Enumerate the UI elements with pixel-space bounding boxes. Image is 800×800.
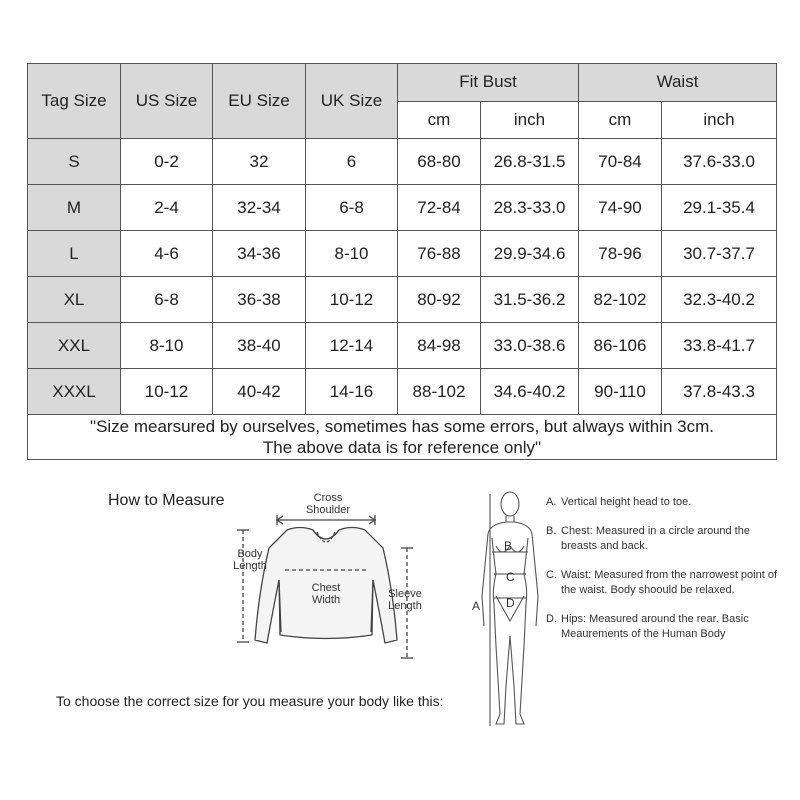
uk-size-cell: 6-8 <box>306 185 398 231</box>
bust-cm-cell: 80-92 <box>398 277 481 323</box>
step-d: D. Hips: Measured around the rear. Basic Meaurements of the Human Body <box>546 613 749 640</box>
waist-inch-cell: 37.6-33.0 <box>662 139 777 185</box>
header-fit-bust: Fit Bust <box>398 64 579 102</box>
waist-cm-cell: 86-106 <box>579 323 662 369</box>
bust-inch-cell: 31.5-36.2 <box>481 277 579 323</box>
bust-cm-cell: 76-88 <box>398 231 481 277</box>
bust-inch-cell: 26.8-31.5 <box>481 139 579 185</box>
bust-cm-cell: 68-80 <box>398 139 481 185</box>
bust-inch-cell: 34.6-40.2 <box>481 369 579 415</box>
tag-size-cell: L <box>28 231 121 277</box>
us-size-cell: 2-4 <box>121 185 213 231</box>
waist-inch-cell: 37.8-43.3 <box>662 369 777 415</box>
header-waist-cm: cm <box>579 101 662 139</box>
table-row <box>28 369 777 415</box>
us-size-cell: 10-12 <box>121 369 213 415</box>
size-chart-table <box>27 63 777 460</box>
bust-inch-cell: 33.0-38.6 <box>481 323 579 369</box>
header-bust-cm: cm <box>398 101 481 139</box>
body-label-b: B <box>504 539 513 553</box>
eu-size-cell: 36-38 <box>213 277 306 323</box>
header-bust-inch: inch <box>481 101 579 139</box>
body-figure-diagram <box>466 486 546 746</box>
uk-size-cell: 14-16 <box>306 369 398 415</box>
table-row <box>28 323 777 369</box>
waist-inch-cell: 29.1-35.4 <box>662 185 777 231</box>
bust-inch-cell: 29.9-34.6 <box>481 231 579 277</box>
table-row <box>28 139 777 185</box>
us-size-cell: 6-8 <box>121 277 213 323</box>
choose-size-instruction: To choose the correct size for you measure your body like this: <box>56 693 444 709</box>
cross-shoulder-label: Cross Shoulder <box>305 492 351 516</box>
body-length-label: Body Length <box>233 548 267 572</box>
header-waist: Waist <box>579 64 777 102</box>
uk-size-cell: 8-10 <box>306 231 398 277</box>
uk-size-cell: 10-12 <box>306 277 398 323</box>
waist-cm-cell: 78-96 <box>579 231 662 277</box>
eu-size-cell: 34-36 <box>213 231 306 277</box>
step-b: B. Chest: Measured in a circle around the breasts and back. <box>546 525 750 552</box>
how-to-measure-title: How to Measure <box>108 492 225 509</box>
header-waist-inch: inch <box>662 101 777 139</box>
us-size-cell: 0-2 <box>121 139 213 185</box>
body-label-c: C <box>506 570 515 584</box>
waist-inch-cell: 33.8-41.7 <box>662 323 777 369</box>
tag-size-cell: S <box>28 139 121 185</box>
eu-size-cell: 40-42 <box>213 369 306 415</box>
bust-inch-cell: 28.3-33.0 <box>481 185 579 231</box>
header-eu-size: EU Size <box>213 64 306 139</box>
eu-size-cell: 32-34 <box>213 185 306 231</box>
us-size-cell: 8-10 <box>121 323 213 369</box>
eu-size-cell: 32 <box>213 139 306 185</box>
tag-size-cell: XXL <box>28 323 121 369</box>
waist-cm-cell: 82-102 <box>579 277 662 323</box>
waist-cm-cell: 70-84 <box>579 139 662 185</box>
us-size-cell: 4-6 <box>121 231 213 277</box>
tag-size-cell: XXXL <box>28 369 121 415</box>
uk-size-cell: 12-14 <box>306 323 398 369</box>
body-label-d: D <box>506 596 515 610</box>
waist-cm-cell: 74-90 <box>579 185 662 231</box>
note-line-2: The above data is for reference only" <box>262 438 542 457</box>
header-uk-size: UK Size <box>306 64 398 139</box>
header-tag-size: Tag Size <box>28 64 121 139</box>
table-row <box>28 277 777 323</box>
eu-size-cell: 38-40 <box>213 323 306 369</box>
tag-size-cell: M <box>28 185 121 231</box>
header-us-size: US Size <box>121 64 213 139</box>
note-line-1: "Size mearsured by ourselves, sometimes has some errors, but always within 3cm. <box>90 417 714 436</box>
table-row <box>28 231 777 277</box>
table-row <box>28 185 777 231</box>
bust-cm-cell: 84-98 <box>398 323 481 369</box>
chest-width-label: Chest Width <box>311 582 341 606</box>
measurement-steps <box>540 490 790 744</box>
waist-cm-cell: 90-110 <box>579 369 662 415</box>
sleeve-length-label: Sleeve Length <box>388 588 422 612</box>
bust-cm-cell: 72-84 <box>398 185 481 231</box>
body-label-a: A <box>472 599 481 613</box>
tag-size-cell: XL <box>28 277 121 323</box>
step-c: C. Waist: Measured from the narrowest point of the waist. Body shoould be relaxed. <box>546 569 778 596</box>
uk-size-cell: 6 <box>306 139 398 185</box>
waist-inch-cell: 32.3-40.2 <box>662 277 777 323</box>
bust-cm-cell: 88-102 <box>398 369 481 415</box>
waist-inch-cell: 30.7-37.7 <box>662 231 777 277</box>
step-a: A. Vertical height head to toe. <box>546 496 692 508</box>
reference-note <box>28 415 777 460</box>
